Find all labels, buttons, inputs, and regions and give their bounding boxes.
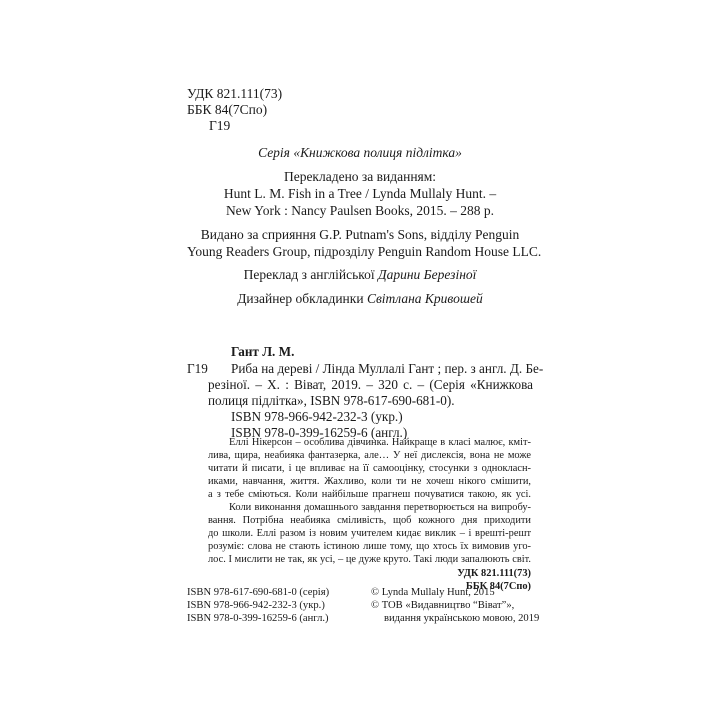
series-name: «Книжкова полиця підлітка» bbox=[293, 145, 462, 160]
catalog-mark: Г19 bbox=[187, 361, 208, 376]
translation-prefix: Переклад з англійської bbox=[243, 267, 375, 282]
original-edition-line: Hunt L. M. Fish in a Tree / Lynda Mullaly Hunt. – bbox=[223, 186, 497, 201]
footer-isbn: ISBN 978-0-399-16259-6 (англ.) bbox=[187, 613, 329, 624]
annotation-line: до школи. Еллі разом із новим учителем кидає виклик – і врешті-решт bbox=[208, 528, 531, 539]
footer-isbn: ISBN 978-617-690-681-0 (серія) bbox=[187, 587, 330, 598]
annotation-line: Еллі Нікерсон – особлива дівчинка. Найкраще в класі малює, кміт- bbox=[229, 437, 531, 448]
footer-isbn: ISBN 978-966-942-232-3 (укр.) bbox=[187, 600, 325, 611]
annotation-line: лос. І мислити не так, як усі, – це дуже круто. Такі люди запалюють світ. bbox=[208, 554, 531, 565]
published-with-line: Young Readers Group, підрозділу Penguin Random House LLC. bbox=[187, 244, 542, 259]
catalog-line: Риба на дереві / Лінда Муллалі Гант ; пер. з англ. Д. Бе- bbox=[231, 361, 544, 376]
catalog-isbn: ISBN 978-966-942-232-3 (укр.) bbox=[231, 409, 403, 424]
series-line bbox=[187, 144, 533, 161]
annotation-line: розуміє: слова не стають істиною лише тому, що хтось їх вимовив уго- bbox=[208, 541, 531, 552]
original-edition-heading: Перекладено за виданням: bbox=[283, 169, 437, 184]
published-with-line: Видано за сприяння G.P. Putnam's Sons, відділу Penguin bbox=[200, 227, 520, 242]
annotation-bbk: ББК 84(7Спо) bbox=[465, 581, 531, 592]
designer-name: Світлана Кривошей bbox=[366, 291, 483, 306]
cover-designer-credit bbox=[187, 290, 533, 307]
original-edition-line: New York : Nancy Paulsen Books, 2015. – 288 p. bbox=[225, 203, 495, 218]
annotation-line: читати й писати, і це впливає на її самооцінку, стосунки з однокласн- bbox=[208, 463, 531, 474]
author-mark: Г19 bbox=[209, 118, 231, 133]
annotation-udk: УДК 821.111(73) bbox=[457, 568, 531, 579]
annotation-line: Коли виконання домашнього завдання перетворюється на випробу- bbox=[229, 502, 531, 513]
copyright-line: © Lynda Mullaly Hunt, 2015 bbox=[371, 587, 495, 598]
annotation-line: а з тебе сміються. Коли найбільше прагнеш почуватися такою, як усі. bbox=[208, 489, 531, 500]
copyright-line: видання українською мовою, 2019 bbox=[384, 613, 540, 624]
annotation-line: лива, щира, неабияка фантазерка, але… У неї дислексія, вона не може bbox=[208, 450, 531, 461]
catalog-isbn: ISBN 978-0-399-16259-6 (англ.) bbox=[231, 425, 408, 440]
bbk-code: ББК 84(7Спо) bbox=[187, 102, 268, 117]
udk-code: УДК 821.111(73) bbox=[187, 86, 283, 101]
annotation-line: иками, навчання, життя. Жахливо, коли ти не хочеш нікого смішити, bbox=[208, 476, 531, 487]
catalog-author-heading: Гант Л. М. bbox=[231, 344, 295, 359]
copyright-line: © ТОВ «Видавництво “Віват”», bbox=[371, 600, 515, 611]
series-prefix: Серія bbox=[258, 145, 290, 160]
translation-credit bbox=[187, 266, 533, 283]
catalog-line: резіної. – Х. : Віват, 2019. – 320 с. – (Серія «Книжкова bbox=[208, 377, 533, 392]
catalog-line: полиця підлітка», ISBN 978-617-690-681-0). bbox=[208, 393, 455, 408]
translator-name: Дарини Березіної bbox=[378, 267, 477, 282]
annotation-line: вання. Потрібна неабияка сміливість, щоб кожного дня приходити bbox=[208, 515, 531, 526]
designer-prefix: Дизайнер обкладинки bbox=[237, 291, 364, 306]
